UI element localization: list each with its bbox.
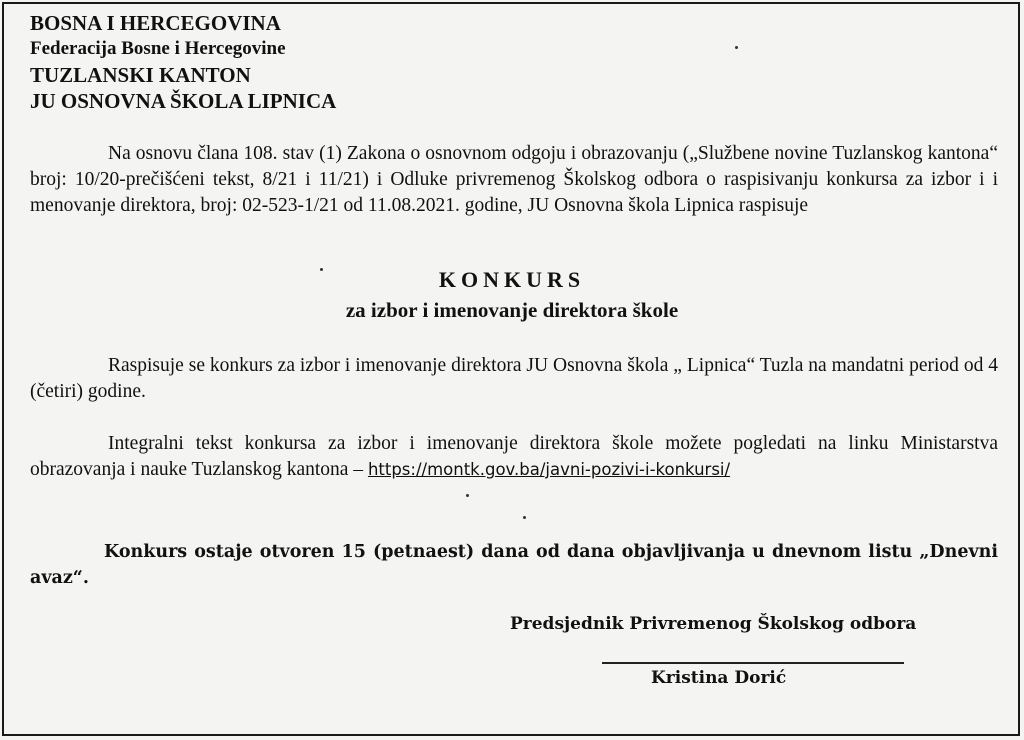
document-header	[30, 10, 336, 114]
print-speck	[735, 46, 738, 49]
deadline-paragraph	[30, 539, 998, 591]
signature-title: Predsjednik Privremenog Školskog odbora	[510, 614, 917, 634]
intro-text: Na osnovu člana 108. stav (1) Zakona o osnovnom odgoju i obrazovanju („Službene novine Tuzlanskog kantona“ broj: 10/20-prečišćeni tekst, 8/21 i 11/21) i Odluke privremenog Školskog odbora o raspisivanju konkursa za izbor i i menovanje direktora, broj: 02-523-1/21 od 11.08.2021. godine, JU Osnovna škola Lipnica raspisuje	[30, 143, 998, 216]
announcement-text: Raspisuje se konkurs za izbor i imenovanje direktora JU Osnovna škola „ Lipnica“ Tuzla na mandatni period od 4 (četiri) godine.	[30, 355, 998, 402]
print-speck	[320, 268, 323, 271]
page-subtitle: za izbor i imenovanje direktora škole	[345, 298, 679, 322]
print-speck	[523, 516, 526, 519]
announcement-paragraph	[30, 353, 998, 405]
ministry-link[interactable]: https://montk.gov.ba/javni-pozivi-i-konkursi/	[367, 460, 731, 479]
header-canton: TUZLANSKI KANTON	[30, 63, 251, 87]
signature-line	[602, 662, 904, 664]
page-title: KONKURS	[438, 267, 586, 292]
link-paragraph-text: Integralni tekst konkursa za izbor i imenovanje direktora škole možete pogledati na linku Ministarstva obrazovanja i nauke Tuzlanskog kantona –	[30, 433, 998, 480]
header-school: JU OSNOVNA ŠKOLA LIPNICA	[30, 89, 337, 113]
link-paragraph	[30, 431, 998, 483]
signature-name: Kristina Dorić	[651, 668, 787, 688]
intro-paragraph	[30, 141, 998, 219]
header-entity: Federacija Bosne i Hercegovine	[30, 38, 286, 59]
header-country: BOSNA I HERCEGOVINA	[30, 11, 281, 35]
deadline-text: Konkurs ostaje otvoren 15 (petnaest) dana od dana objavljivanja u dnevnom listu „Dnevni avaz“.	[30, 542, 998, 588]
print-speck	[466, 494, 469, 497]
